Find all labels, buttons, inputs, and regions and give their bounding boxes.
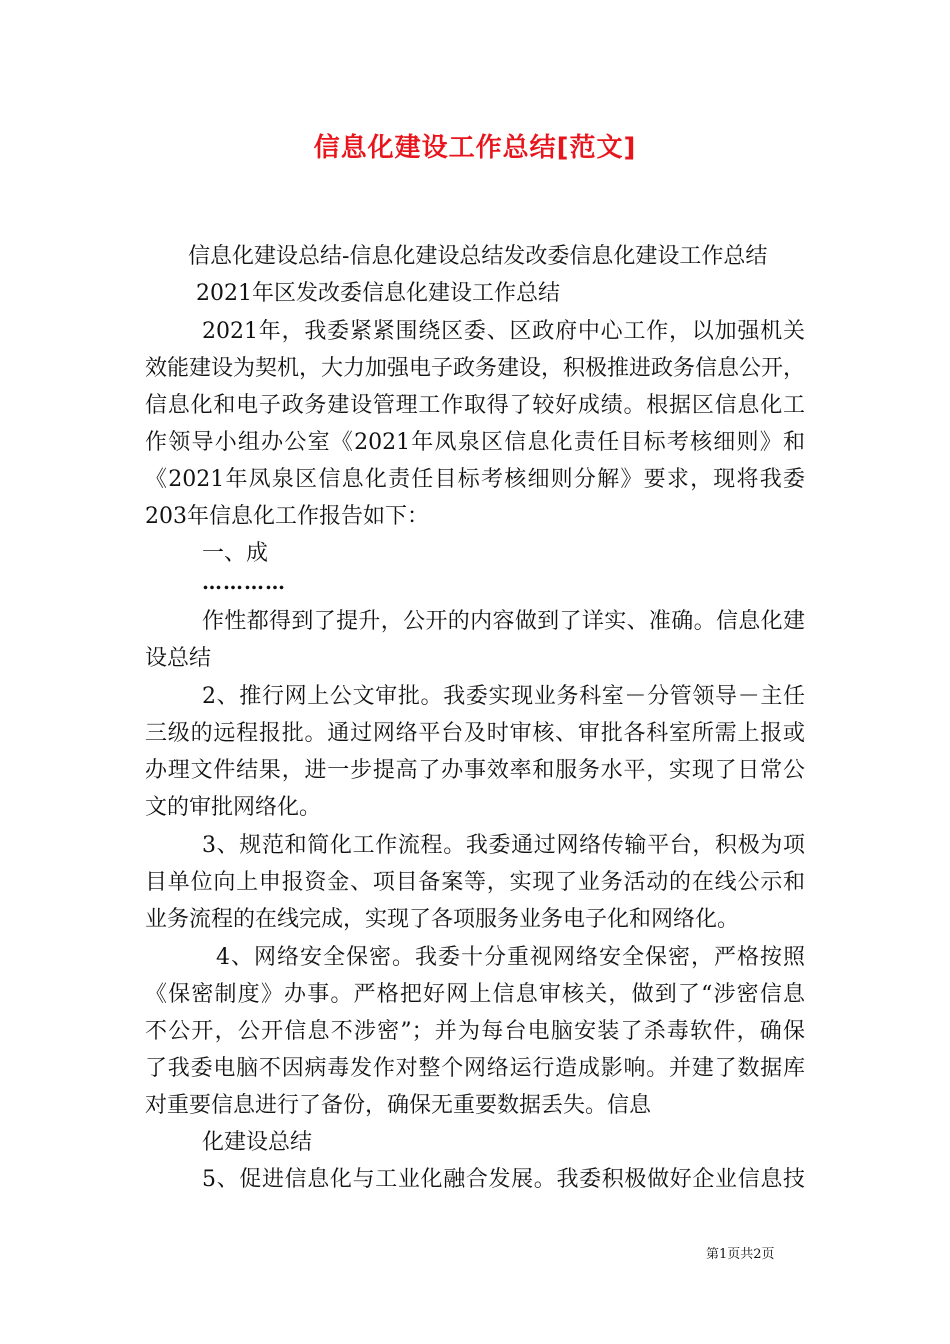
text-line: 效能建设为契机，大力加强电子政务建设，积极推进政务信息公开， [145,356,806,381]
text-line: 203年信息化工作报告如下： [145,504,429,529]
text-line: 设总结 [145,646,212,671]
text-line: 一、成 [202,541,269,566]
text-line: 化建设总结 [202,1130,313,1155]
text-line: 2021年区发改委信息化建设工作总结 [196,281,560,306]
text-line: 信息化建设总结-信息化建设总结发改委信息化建设工作总结 [188,244,768,269]
text-line: 了我委电脑不因病毒发作对整个网络运行造成影响。并建了数据库 [145,1056,805,1081]
text-line: 4、网络安全保密。我委十分重视网络安全保密，严格按照 [216,945,805,970]
text-line: 文的审批网络化。 [145,795,322,820]
text-line: 3、规范和简化工作流程。我委通过网络传输平台，积极为项 [202,833,805,858]
text-line: 业务流程的在线完成，实现了各项服务业务电子化和网络化。 [145,907,740,932]
text-line: 不公开，公开信息不涉密”；并为每台电脑安装了杀毒软件，确保 [145,1019,805,1044]
text-line: 《2021年凤泉区信息化责任目标考核细则分解》要求，现将我委 [145,467,805,492]
text-line: 《保密制度》办事。严格把好网上信息审核关，做到了“涉密信息 [145,982,805,1007]
text-line: 作领导小组办公室《2021年凤泉区信息化责任目标考核细则》和 [145,430,805,455]
text-line: 作性都得到了提升，公开的内容做到了详实、准确。信息化建 [202,609,805,634]
text-line: 三级的远程报批。通过网络平台及时审核、审批各科室所需上报或 [145,721,805,746]
text-line: 2、推行网上公文审批。我委实现业务科室－分管领导－主任 [202,684,805,709]
text-line: 5、促进信息化与工业化融合发展。我委积极做好企业信息技 [202,1167,805,1192]
text-line: 对重要信息进行了备份，确保无重要数据丢失。信息 [145,1093,652,1118]
text-line: 目单位向上申报资金、项目备案等，实现了业务活动的在线公示和 [145,870,805,895]
text-line: 办理文件结果，进一步提高了办事效率和服务水平，实现了日常公 [145,758,805,783]
text-line: 信息化和电子政务建设管理工作取得了较好成绩。根据区信息化工 [145,393,805,418]
page-number: 第1页共2页 [706,1247,775,1262]
ellipsis: ………… [202,570,286,594]
document-title: 信息化建设工作总结[范文] [313,133,637,163]
text-line: 2021年，我委紧紧围绕区委、区政府中心工作，以加强机关 [202,319,805,344]
